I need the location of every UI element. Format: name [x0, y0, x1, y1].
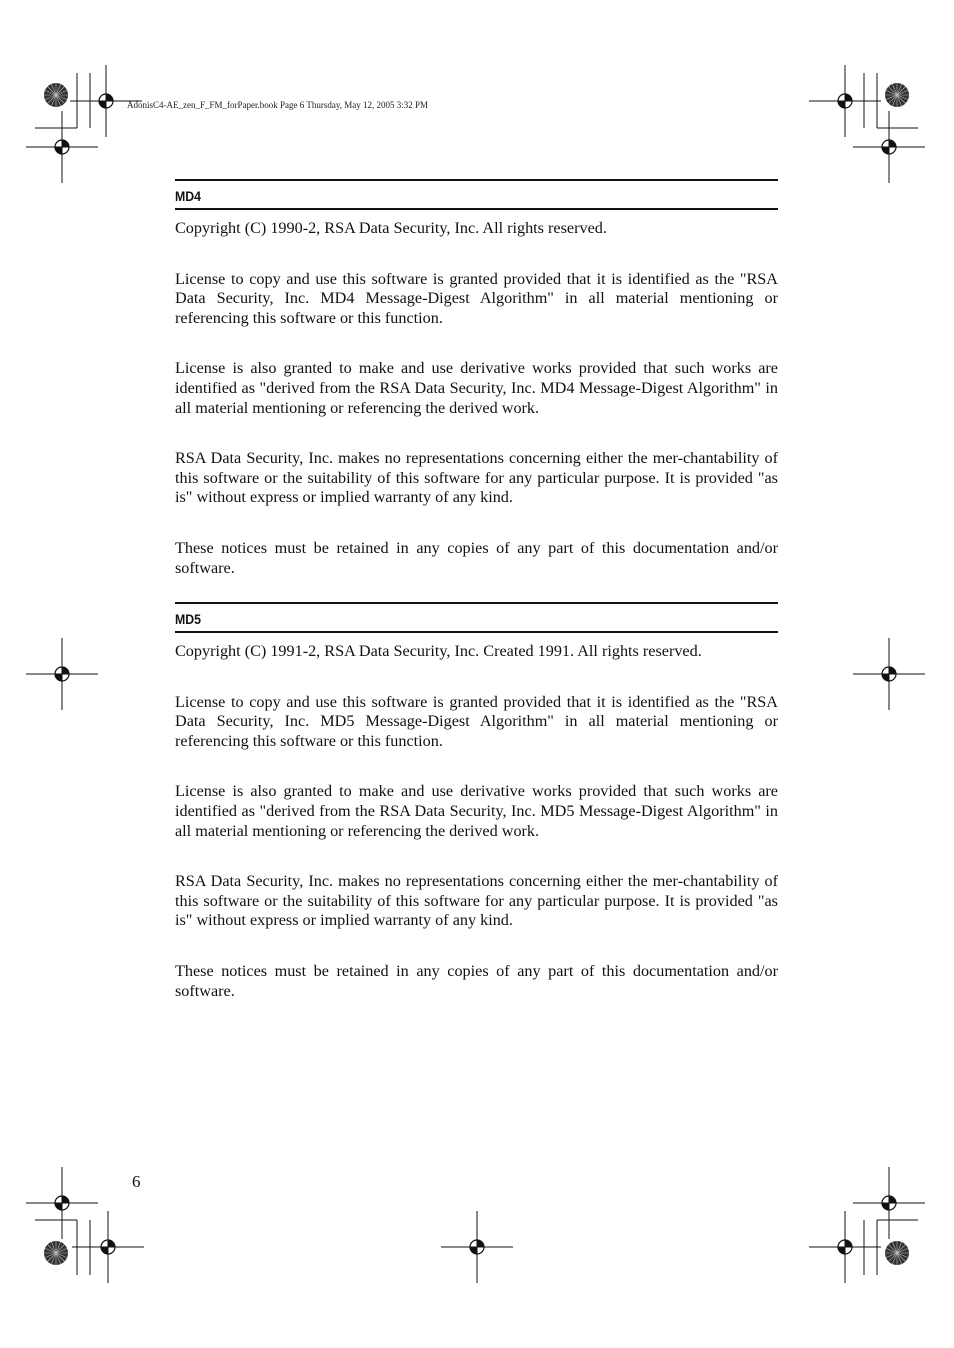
corner-mark-top-left: [26, 65, 142, 183]
paragraph-license-use: License to copy and use this software is granted provided that it is identified as the "RSA Data Security, Inc. MD5 Message-Digest Algorithm" in all material mentioning or referencing this software or this function.: [175, 692, 778, 750]
paragraph-license-derivative: License is also granted to make and use derivative works provided that such works are identified as "derived from the RSA Data Security, Inc. MD5 Message-Digest Algorithm" in all material mentioning or referencing the derived work.: [175, 782, 778, 840]
paragraph-license-derivative: License is also granted to make and use derivative works provided that such works are identified as "derived from the RSA Data Security, Inc. MD4 Message-Digest Algorithm" in all material mentioning or referencing the derived work.: [175, 359, 778, 417]
paragraph-copyright: Copyright (C) 1991-2, RSA Data Security, Inc. Created 1991. All rights reserved.: [175, 642, 702, 660]
corner-mark-bottom-left: [26, 1167, 144, 1283]
paragraph-disclaimer: RSA Data Security, Inc. makes no representations concerning either the mer-chantability of this software or the suitability of this software for any particular purpose. It is provided "as is" without express or implied warranty of any kind.: [175, 872, 778, 930]
section-title: MD5: [175, 611, 202, 627]
section-title: MD4: [175, 188, 202, 204]
registration-mark-bottom-center: [441, 1211, 513, 1283]
paragraph-disclaimer: RSA Data Security, Inc. makes no representations concerning either the mer-chantability of this software or the suitability of this software for any particular purpose. It is provided "as is" without express or implied warranty of any kind.: [175, 449, 778, 507]
corner-mark-top-right: [809, 65, 925, 183]
paragraph-notice-retention: These notices must be retained in any copies of any part of this documentation and/or software.: [175, 961, 778, 1000]
paragraph-license-use: License to copy and use this software is granted provided that it is identified as the "RSA Data Security, Inc. MD4 Message-Digest Algorithm" in all material mentioning or referencing this software or this function.: [175, 269, 778, 327]
section-md4: [175, 179, 778, 578]
registration-mark-mid-right: [853, 638, 925, 710]
section-heading-bar: [175, 179, 778, 210]
corner-mark-bottom-right: [809, 1167, 925, 1283]
page-number: 6: [132, 1172, 141, 1191]
section-md5: [175, 602, 778, 1001]
print-header: AdonisC4-AE_zen_F_FM_forPaper.book Page 6 Thursday, May 12, 2005 3:32 PM: [127, 100, 428, 110]
paragraph-notice-retention: These notices must be retained in any copies of any part of this documentation and/or software.: [175, 538, 778, 577]
registration-mark-mid-left: [26, 638, 98, 710]
section-heading-bar: [175, 602, 778, 633]
paragraph-copyright: Copyright (C) 1990-2, RSA Data Security, Inc. All rights reserved.: [175, 219, 607, 237]
